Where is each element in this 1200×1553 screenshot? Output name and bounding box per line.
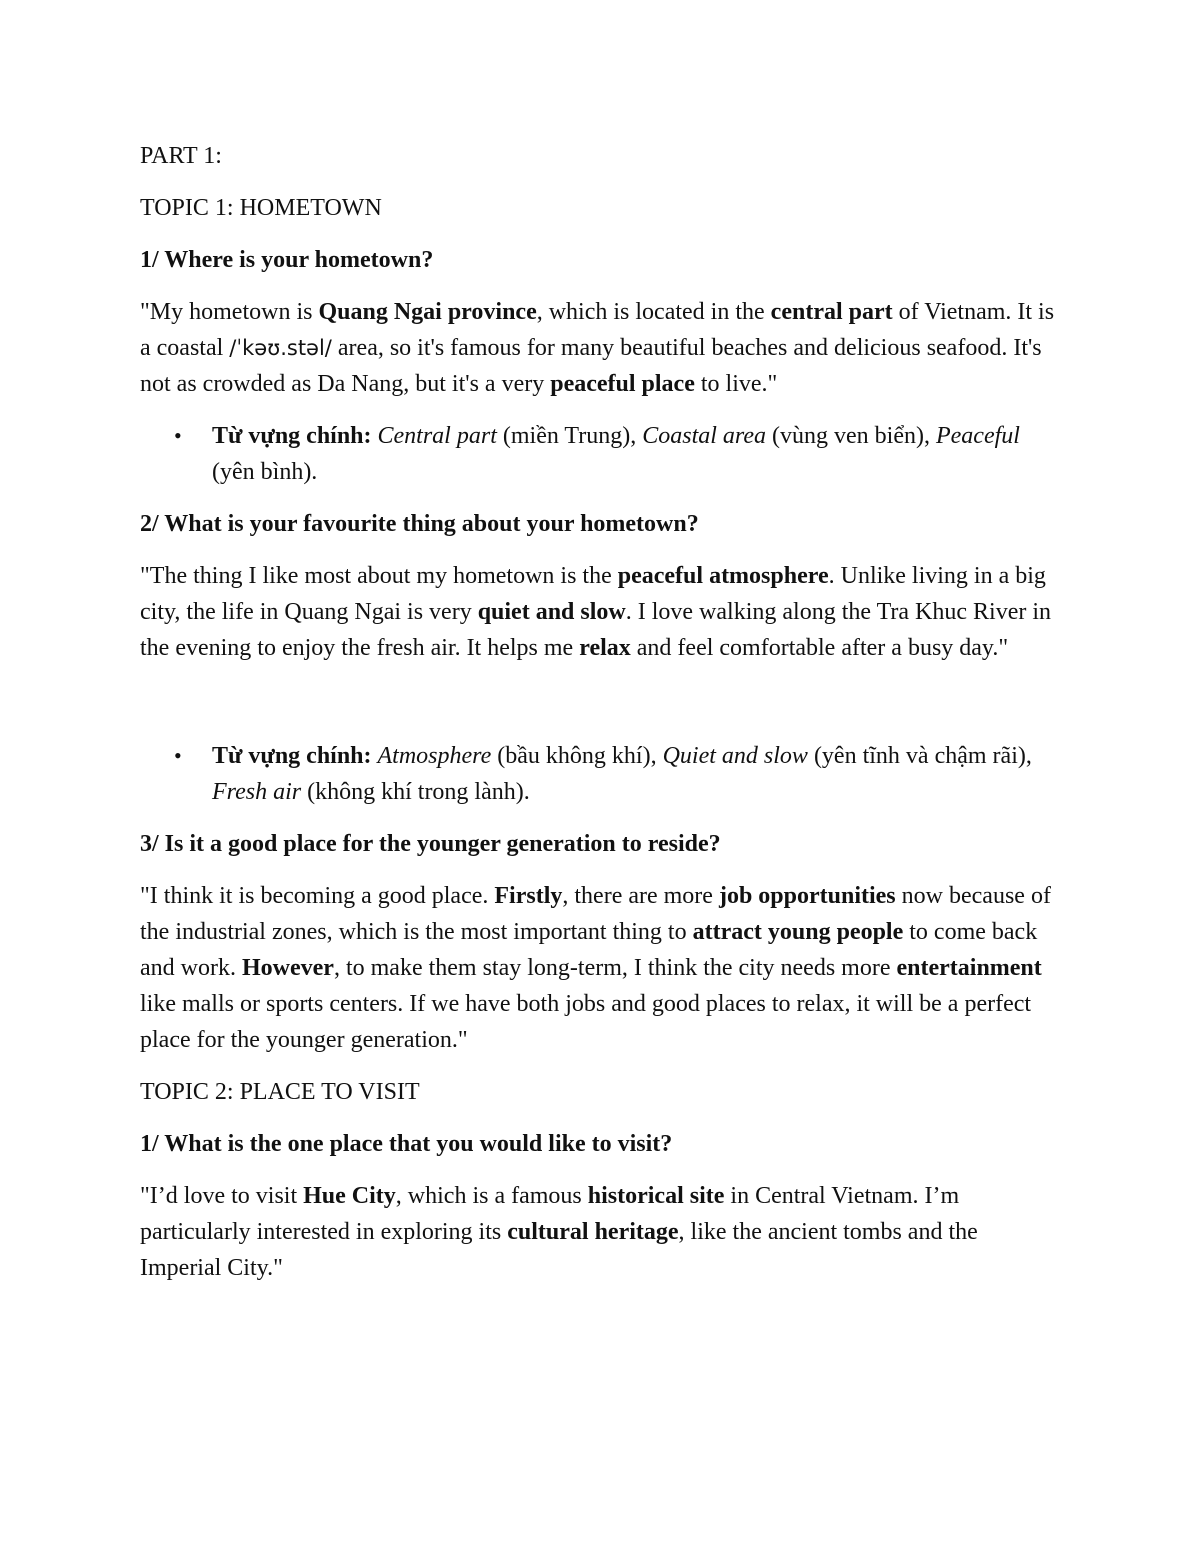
answer-text: area, so it's famous for many beautiful beaches and delicious seafood. It's not as crowded as Da Nang, but it's a very <box>140 335 1042 397</box>
topic-1-answer-3 <box>140 878 1060 1058</box>
answer-text: , like the ancient tombs and the Imperial City." <box>140 1219 978 1281</box>
topic-1-title: TOPIC 1: HOMETOWN <box>140 195 382 221</box>
document-page <box>140 138 1060 1286</box>
answer-text: "I’d love to visit <box>140 1183 304 1209</box>
vocab-label: Từ vựng chính: <box>212 423 372 449</box>
answer-text: . I love walking along the Tra Khuc River in the evening to enjoy the fresh air. It helps me <box>140 599 1052 661</box>
vocab-term: Quiet and slow <box>662 743 808 769</box>
answer-bold: peaceful atmosphere <box>617 563 829 589</box>
bullet-icon: • <box>174 743 182 768</box>
answer-text: in Central Vietnam. I’m particularly interested in exploring its <box>140 1183 960 1245</box>
topic-1-answer-1 <box>140 294 1060 402</box>
answer-text: "My hometown is <box>140 299 319 325</box>
vocab-list-1 <box>140 418 1060 490</box>
answer-text: and feel comfortable after a busy day." <box>630 635 1009 661</box>
vocab-list-2 <box>140 738 1060 810</box>
answer-bold: entertainment <box>896 955 1042 981</box>
answer-text: of Vietnam. It is a coastal <box>140 299 1055 361</box>
answer-bold: Quang Ngai province <box>318 299 537 325</box>
answer-text: like malls or sports centers. If we have both jobs and good places to relax, it will be a perfect place for the younger generation." <box>140 991 1032 1053</box>
topic-2-answer-1 <box>140 1178 1060 1286</box>
topic-2-question-1: 1/ What is the one place that you would like to visit? <box>140 1131 673 1157</box>
topic-1-question-2: 2/ What is your favourite thing about your hometown? <box>140 511 699 537</box>
topic-1-answer-2 <box>140 558 1060 666</box>
answer-text: to come back and work. <box>140 919 1038 981</box>
answer-text: to live." <box>694 371 778 397</box>
vocab-term: Fresh air <box>212 779 302 805</box>
answer-text: , which is located in the <box>536 299 771 325</box>
vocab-term: Peaceful <box>935 423 1020 449</box>
answer-text: now because of the industrial zones, which is the most important thing to <box>140 883 1051 945</box>
answer-text: . Unlike living in a big city, the life in Quang Ngai is very <box>140 563 1046 625</box>
ipa-transcription: /ˈkəʊ.stəl/ <box>229 336 332 360</box>
vocab-term: Coastal area <box>642 423 767 449</box>
answer-bold: However <box>241 955 334 981</box>
answer-bold: central part <box>770 299 893 325</box>
answer-bold: Hue City <box>303 1183 396 1209</box>
answer-bold: Firstly <box>494 883 563 909</box>
vocab-meaning: (miền Trung), <box>496 423 643 449</box>
topic-2-title: TOPIC 2: PLACE TO VISIT <box>140 1079 420 1105</box>
vocab-term: Central part <box>377 423 497 449</box>
vocab-meaning: (vùng ven biển), <box>766 423 936 449</box>
answer-text: , which is a famous <box>395 1183 588 1209</box>
answer-text: "The thing I like most about my hometown is the <box>140 563 618 589</box>
answer-text: , to make them stay long-term, I think the city needs more <box>333 955 897 981</box>
answer-bold: historical site <box>587 1183 725 1209</box>
answer-bold: job opportunities <box>718 883 896 909</box>
vocab-item <box>174 738 1060 810</box>
vocab-meaning: (yên bình). <box>212 459 318 485</box>
answer-text: "I think it is becoming a good place. <box>140 883 495 909</box>
answer-bold: relax <box>579 635 631 661</box>
answer-bold: attract young people <box>692 919 904 945</box>
topic-1-question-3: 3/ Is it a good place for the younger generation to reside? <box>140 831 721 857</box>
vocab-item <box>174 418 1060 490</box>
answer-bold: cultural heritage <box>507 1219 679 1245</box>
vocab-label: Từ vựng chính: <box>212 743 372 769</box>
answer-text: , there are more <box>562 883 719 909</box>
vocab-term: Atmosphere <box>377 743 492 769</box>
vocab-meaning: (bầu không khí), <box>491 743 663 769</box>
vocab-meaning: (yên tĩnh và chậm rãi), <box>807 743 1032 769</box>
answer-bold: quiet and slow <box>477 599 626 625</box>
vocab-meaning: (không khí trong lành). <box>301 779 530 805</box>
topic-1-question-1: 1/ Where is your hometown? <box>140 247 434 273</box>
bullet-icon: • <box>174 423 182 448</box>
part-heading: PART 1: <box>140 143 222 169</box>
answer-bold: peaceful place <box>550 371 695 397</box>
